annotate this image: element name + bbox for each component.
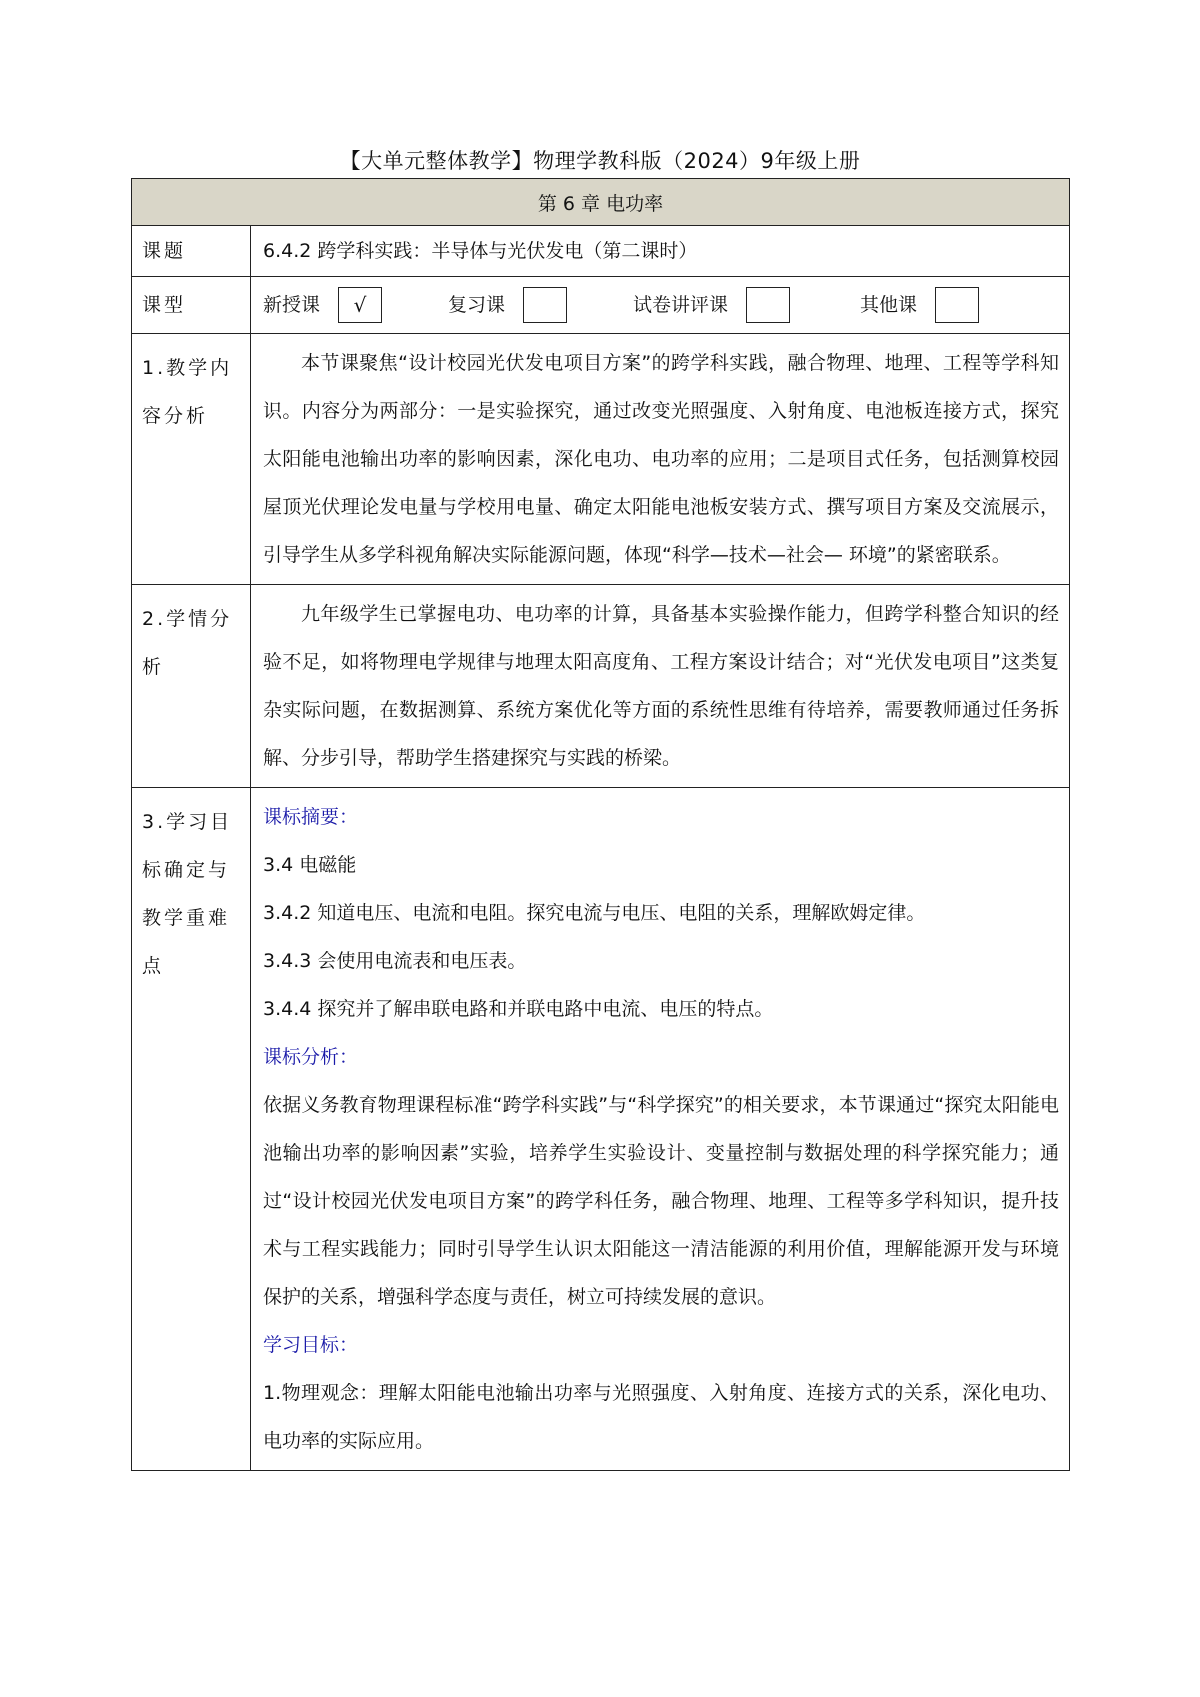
- objectives-row: [132, 788, 1070, 1471]
- learning-goals-heading: 学习目标：: [263, 1334, 359, 1356]
- standard-item: 3.4.2 知道电压、电流和电阻。探究电流与电压、电阻的关系，理解欧姆定律。: [263, 902, 926, 924]
- topic-label: 课题: [132, 226, 251, 277]
- lesson-type-checkbox[interactable]: √: [338, 287, 382, 323]
- content-analysis-row: [132, 334, 1070, 585]
- topic-value: 6.4.2 跨学科实践：半导体与光伏发电（第二课时）: [251, 226, 1070, 277]
- lesson-type-name: 新授课: [263, 294, 321, 316]
- student-analysis-label: 2.学情分析: [132, 585, 251, 788]
- standard-item: 3.4.4 探究并了解串联电路和并联电路中电流、电压的特点。: [263, 998, 774, 1020]
- lesson-type-options: [251, 277, 1070, 334]
- lesson-type-checkbox[interactable]: [523, 287, 567, 323]
- standard-item: 3.4.3 会使用电流表和电压表。: [263, 950, 527, 972]
- standard-summary-heading: 课标摘要：: [263, 806, 359, 828]
- lesson-type-name: 试卷讲评课: [633, 294, 729, 316]
- standard-analysis-heading: 课标分析：: [263, 1046, 359, 1068]
- lesson-type-name: 复习课: [448, 294, 506, 316]
- document-title: 【大单元整体教学】物理学教科版（2024）9年级上册: [339, 149, 861, 173]
- lesson-type-checkbox[interactable]: [935, 287, 979, 323]
- standard-item: 3.4 电磁能: [263, 854, 357, 876]
- standard-analysis-text: 依据义务教育物理课程标准“跨学科实践”与“科学探究”的相关要求，本节课通过“探究太阳能电池输出功率的影响因素”实验，培养学生实验设计、变量控制与数据处理的科学探究能力；通过“设计校园光伏发电项目方案”的跨学科任务，融合物理、地理、工程等多学科知识，提升技术与工程实践能力；同时引导学生认识太阳能这一清洁能源的利用价值，理解能源开发与环境保护的关系，增强科学态度与责任，树立可持续发展的意识。: [263, 1094, 1059, 1308]
- content-analysis-label: 1.教学内容分析: [132, 334, 251, 585]
- content-analysis-text: 本节课聚焦“设计校园光伏发电项目方案”的跨学科实践，融合物理、地理、工程等学科知识。内容分为两部分：一是实验探究，通过改变光照强度、入射角度、电池板连接方式，探究太阳能电池输出功率的影响因素，深化电功、电功率的应用；二是项目式任务，包括测算校园屋顶光伏理论发电量与学校用电量、确定太阳能电池板安装方式、撰写项目方案及交流展示，引导学生从多学科视角解决实际能源问题，体现“科学—技术—社会— 环境”的紧密联系。: [263, 352, 1059, 566]
- topic-row: [132, 226, 1070, 277]
- lesson-type-checkbox[interactable]: [746, 287, 790, 323]
- chapter-title: 第 6 章 电功率: [132, 179, 1070, 226]
- student-analysis-text: 九年级学生已掌握电功、电功率的计算，具备基本实验操作能力，但跨学科整合知识的经验不足，如将物理电学规律与地理太阳高度角、工程方案设计结合；对“光伏发电项目”这类复杂实际问题，在数据测算、系统方案优化等方面的系统性思维有待培养，需要教师通过任务拆解、分步引导，帮助学生搭建探究与实践的桥梁。: [263, 603, 1059, 769]
- lesson-type-name: 其他课: [860, 294, 918, 316]
- objectives-label: 3.学习目标确定与教学重难点: [132, 788, 251, 1471]
- lesson-type-option: [633, 280, 790, 330]
- chapter-row: [132, 179, 1070, 226]
- lesson-type-label: 课型: [132, 277, 251, 334]
- lesson-type-row: [132, 277, 1070, 334]
- student-analysis-row: [132, 585, 1070, 788]
- learning-goal-item: 1.物理观念：理解太阳能电池输出功率与光照强度、入射角度、连接方式的关系，深化电功、电功率的实际应用。: [263, 1382, 1059, 1452]
- lesson-type-option: [448, 280, 567, 330]
- lesson-type-option: [860, 280, 979, 330]
- lesson-plan-table: [131, 178, 1070, 1471]
- lesson-type-option: [263, 280, 382, 330]
